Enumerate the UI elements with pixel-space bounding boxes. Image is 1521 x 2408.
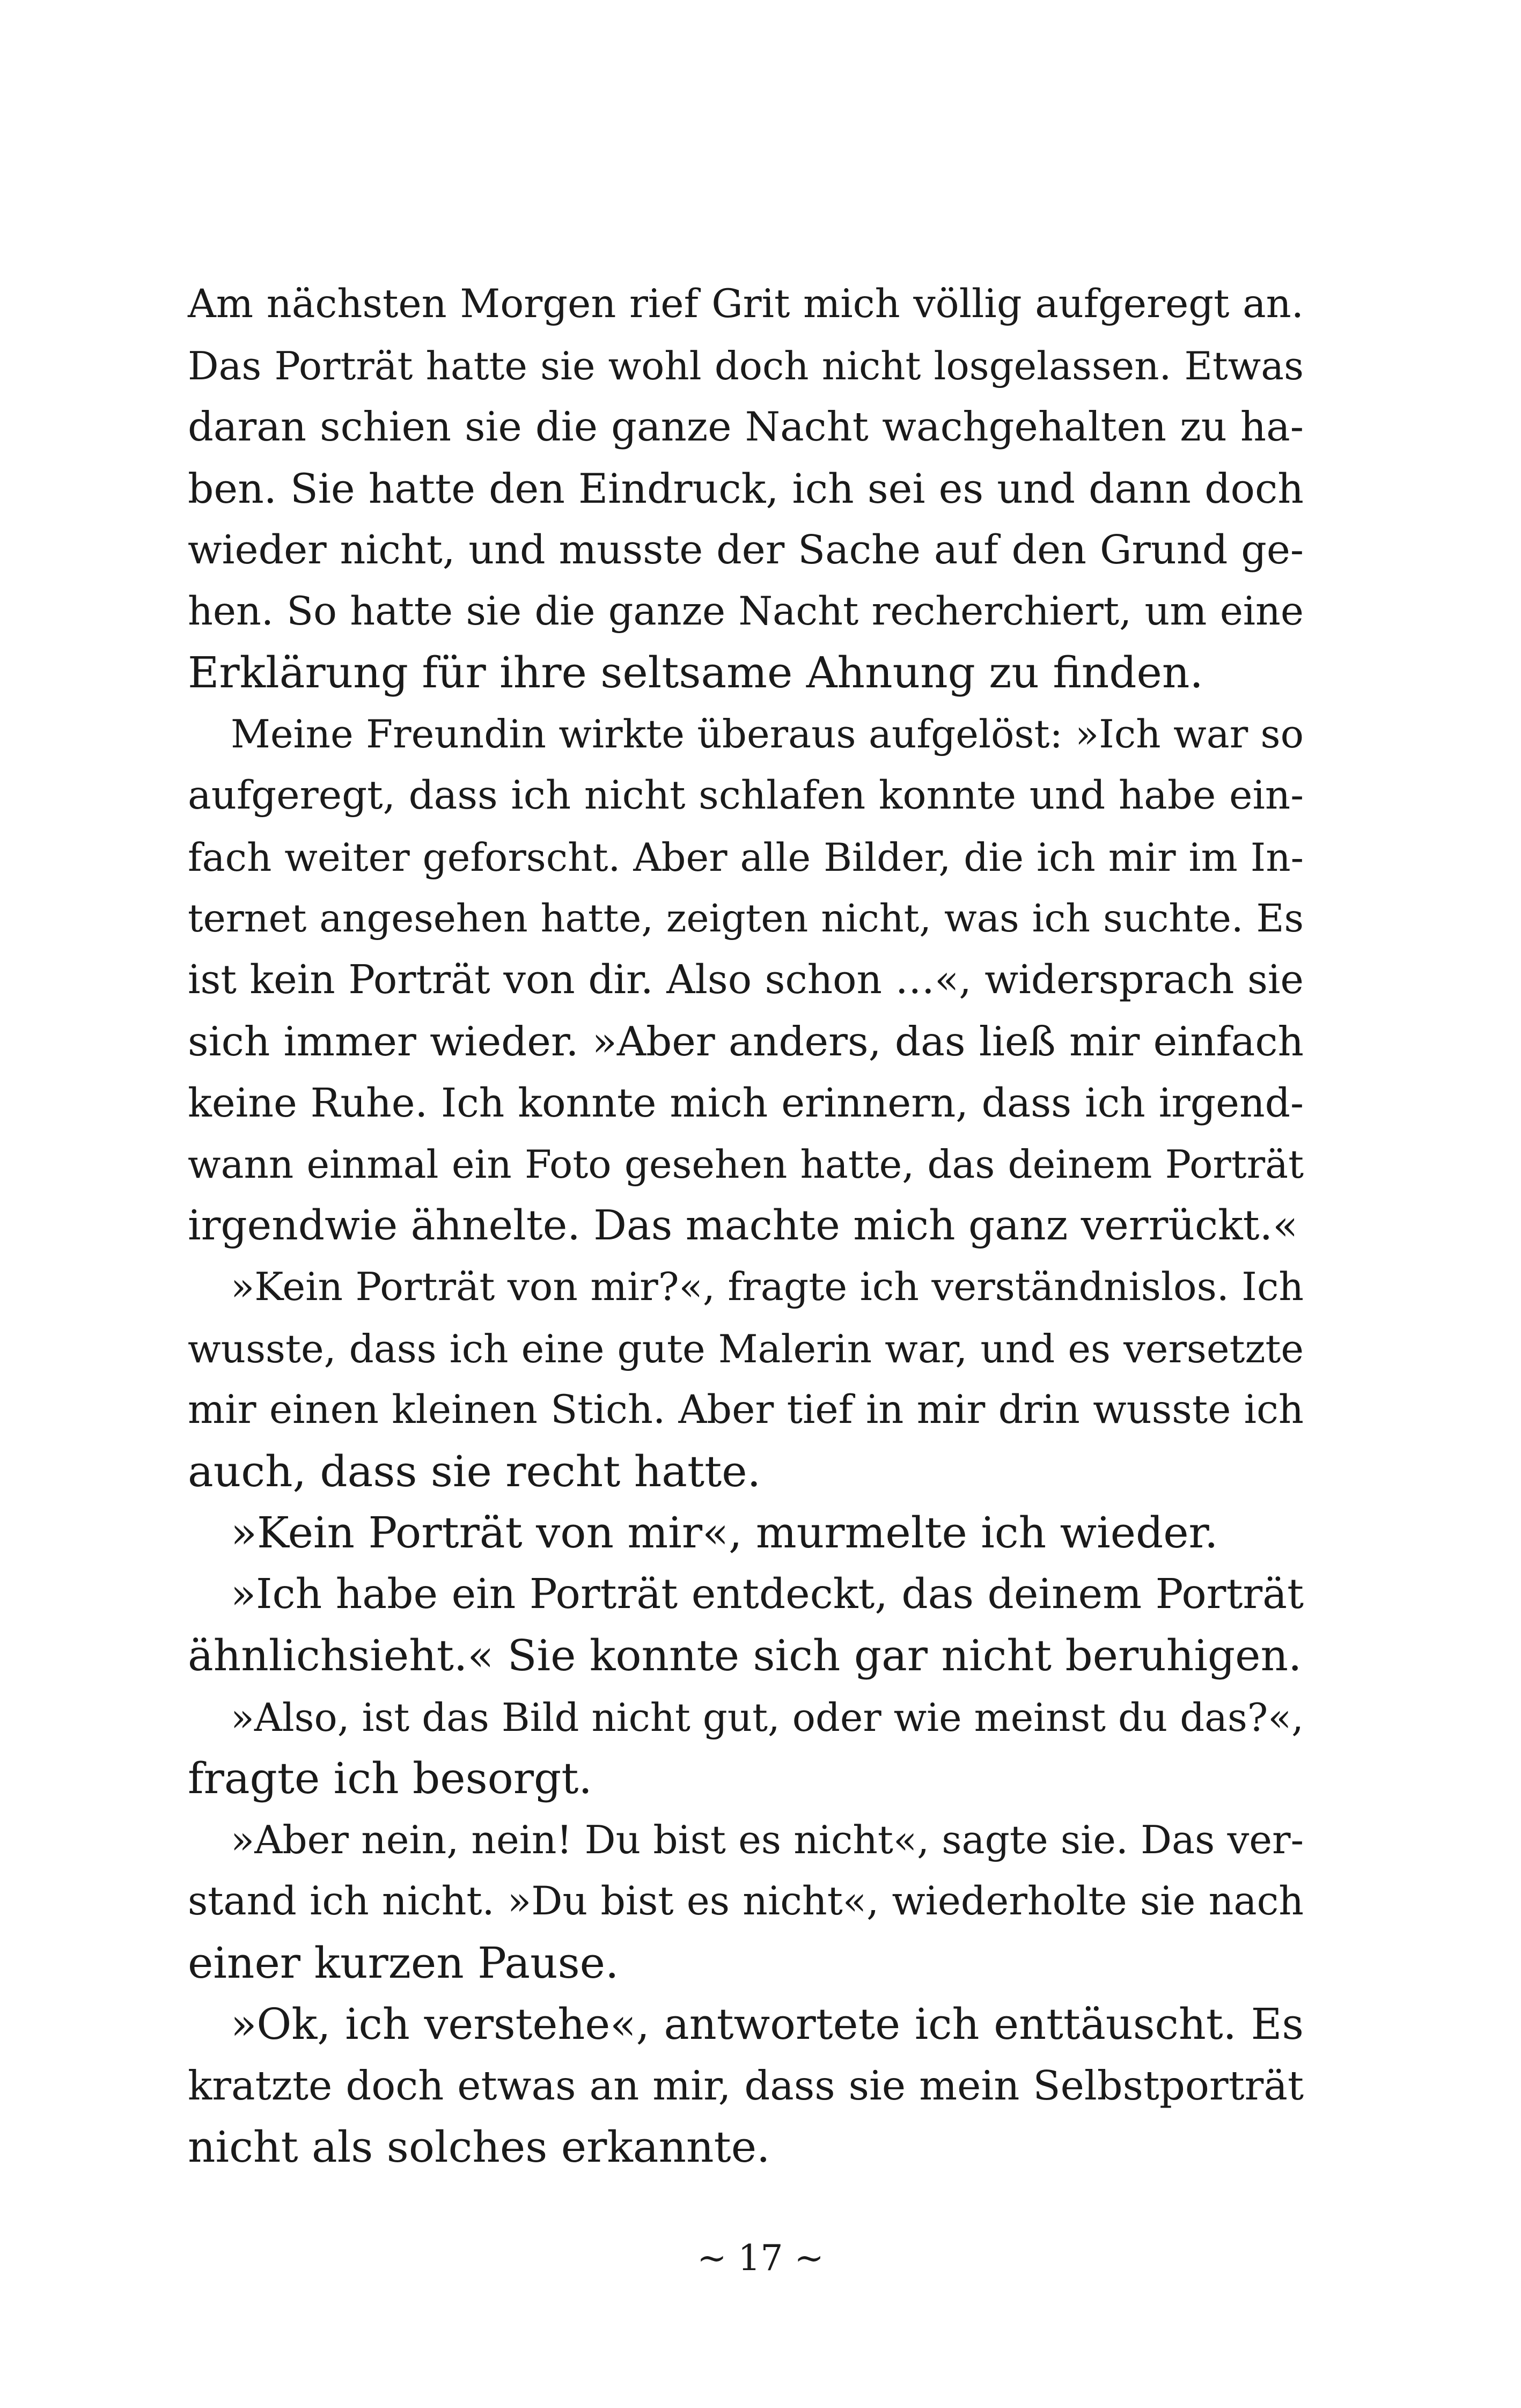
text-line: ternet angesehen hatte, zeigten nicht, was ich suchte. Es bbox=[188, 896, 1304, 941]
text-line: »Ich habe ein Porträt entdeckt, das deinem Porträt bbox=[231, 1570, 1304, 1618]
text-line: Am nächsten Morgen rief Grit mich völlig aufgeregt an. bbox=[188, 281, 1304, 327]
text-line: sich immer wieder. »Aber anders, das ließ mir einfach bbox=[188, 1018, 1304, 1065]
text-line: »Also, ist das Bild nicht gut, oder wie meinst du das?«, bbox=[231, 1694, 1304, 1740]
text-line: »Ok, ich verstehe«, antwortete ich enttäuscht. Es bbox=[231, 2000, 1304, 2049]
text-line: daran schien sie die ganze Nacht wachgehalten zu ha- bbox=[188, 403, 1304, 450]
text-line: »Kein Porträt von mir?«, fragte ich verständnislos. Ich bbox=[231, 1265, 1304, 1310]
text-line: mir einen kleinen Stich. Aber tief in mir drin wusste ich bbox=[188, 1387, 1304, 1433]
text-line: »Aber nein, nein! Du bist es nicht«, sagte sie. Das ver- bbox=[231, 1817, 1304, 1863]
text-line: Das Porträt hatte sie wohl doch nicht losgelassen. Etwas bbox=[188, 343, 1304, 388]
text-line: fragte ich besorgt. bbox=[188, 1753, 592, 1803]
text-line: fach weiter geforscht. Aber alle Bilder, die ich mir im In- bbox=[188, 834, 1304, 880]
body-text bbox=[188, 274, 1304, 2178]
text-line: irgendwie ähnelte. Das machte mich ganz verrückt.« bbox=[188, 1201, 1298, 1250]
text-line: keine Ruhe. Ich konnte mich erinnern, dass ich irgend- bbox=[188, 1080, 1304, 1126]
page-number: ~ 17 ~ bbox=[697, 2237, 824, 2279]
text-line: ähnlichsieht.« Sie konnte sich gar nicht beruhigen. bbox=[188, 1631, 1302, 1680]
text-line: Meine Freundin wirkte überaus aufgelöst: »Ich war so bbox=[231, 711, 1304, 757]
text-line: wann einmal ein Foto gesehen hatte, das deinem Porträt bbox=[188, 1142, 1304, 1187]
text-line: stand ich nicht. »Du bist es nicht«, wiederholte sie nach bbox=[188, 1879, 1304, 1924]
text-line: nicht als solches erkannte. bbox=[188, 2122, 770, 2172]
text-line: »Kein Porträt von mir«, murmelte ich wieder. bbox=[231, 1508, 1218, 1558]
text-line: auch, dass sie recht hatte. bbox=[188, 1446, 761, 1496]
text-line: ist kein Porträt von dir. Also schon …«, widersprach sie bbox=[188, 957, 1304, 1003]
text-line: einer kurzen Pause. bbox=[188, 1937, 619, 1988]
text-line: aufgeregt, dass ich nicht schlafen konnte und habe ein- bbox=[188, 773, 1304, 818]
text-line: ben. Sie hatte den Eindruck, ich sei es und dann doch bbox=[188, 465, 1304, 512]
text-line: wieder nicht, und musste der Sache auf den Grund ge- bbox=[188, 526, 1304, 573]
text-line: hen. So hatte sie die ganze Nacht recherchiert, um eine bbox=[188, 588, 1304, 634]
text-line: Erklärung für ihre seltsame Ahnung zu finden. bbox=[188, 648, 1203, 698]
text-line: wusste, dass ich eine gute Malerin war, und es versetzte bbox=[188, 1326, 1304, 1371]
text-line: kratzte doch etwas an mir, dass sie mein Selbstporträt bbox=[188, 2062, 1304, 2109]
